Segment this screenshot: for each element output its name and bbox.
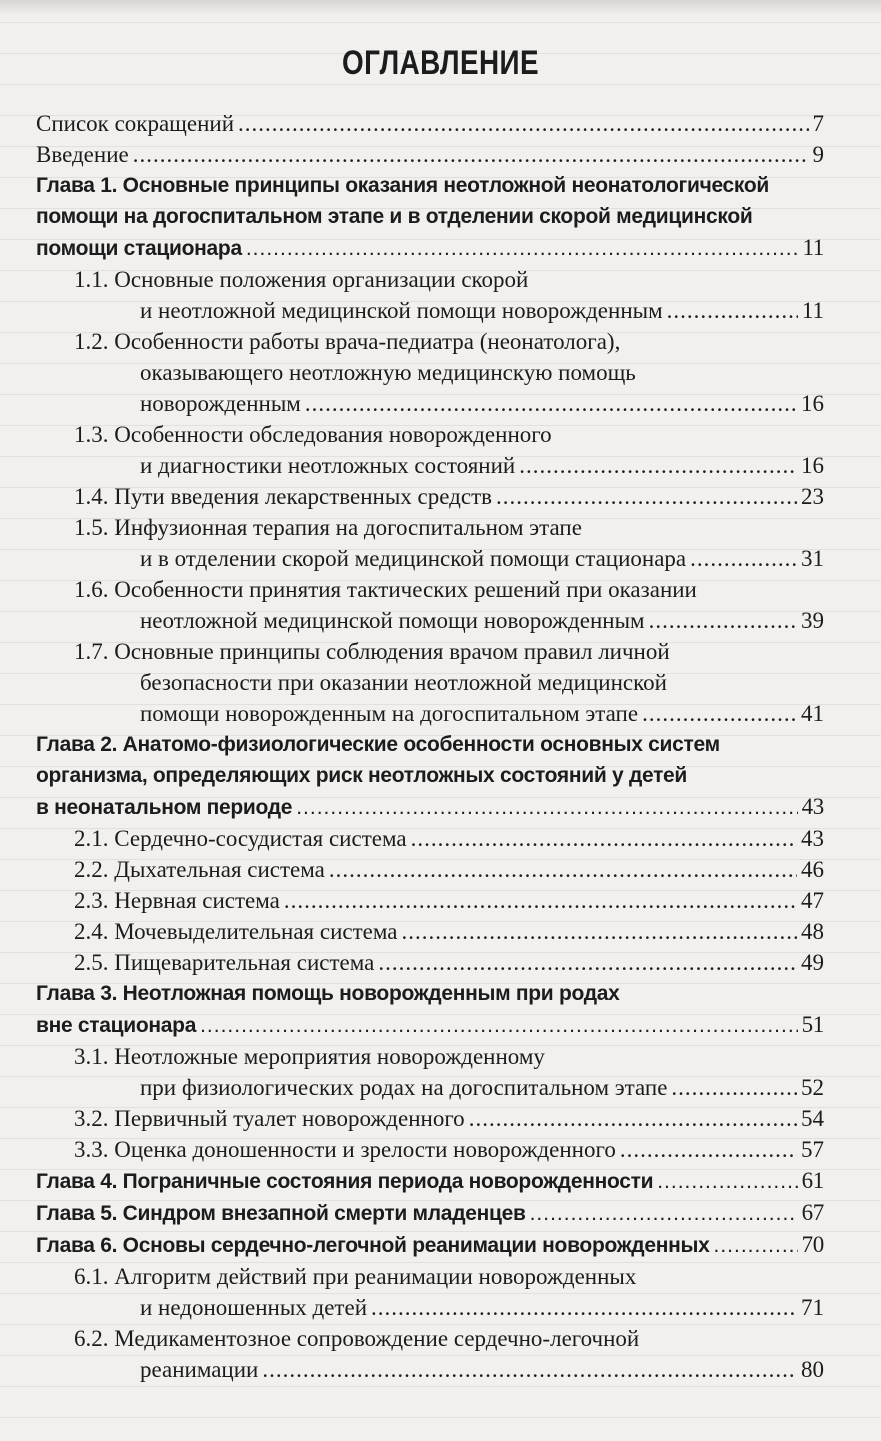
toc-entry-title-line: и в отделении скорой медицинской помощи стационара [140, 546, 687, 571]
dot-leader [620, 1134, 797, 1165]
toc-page-number: 43 [801, 794, 824, 819]
toc-chapter-entry[interactable] [36, 978, 824, 1041]
toc-entry-title-line: и диагностики неотложных состояний [140, 453, 516, 478]
toc-page-number: 39 [801, 608, 824, 633]
dot-leader [649, 605, 797, 636]
toc-page-number: 70 [801, 1232, 824, 1257]
dot-leader [667, 295, 798, 326]
toc-section-entry[interactable] [36, 574, 824, 636]
toc-page-number: 67 [801, 1200, 824, 1225]
toc-entry[interactable] [36, 108, 824, 139]
toc-chapter-entry[interactable] [36, 1165, 824, 1197]
toc-entry-title-line: 1.7. Основные принципы соблюдения врачом правил личной [74, 639, 670, 664]
toc-entry-title-line: 2.2. Дыхательная система [74, 857, 325, 882]
toc-section-entry[interactable] [36, 512, 824, 574]
toc-entry-title-line: при физиологических родах на догоспитальном этапе [140, 1075, 668, 1100]
toc-entry-title-line: Глава 5. Синдром внезапной смерти младенцев [36, 1202, 526, 1225]
table-of-contents [36, 108, 824, 1385]
toc-page-number: 61 [801, 1168, 824, 1193]
page-top-edge [0, 0, 881, 14]
toc-entry-title-line: 1.2. Особенности работы врача-педиатра (неонатолога), [74, 329, 621, 354]
toc-entry-title-line: новорожденным [140, 391, 301, 416]
toc-entry-title-line: помощи на догоспитальном этапе и в отделении скорой медицинской [36, 205, 753, 228]
dot-leader [411, 823, 797, 854]
toc-page-number: 80 [801, 1357, 824, 1382]
dot-leader [284, 885, 797, 916]
dot-leader [671, 1072, 797, 1103]
toc-entry-title-line: 3.1. Неотложные мероприятия новорожденному [74, 1044, 545, 1069]
toc-entry-title-line: помощи стационара [36, 237, 242, 260]
toc-section-entry[interactable] [36, 1041, 824, 1103]
toc-entry-title-line: вне стационара [36, 1014, 197, 1037]
toc-section-entry[interactable] [36, 947, 824, 978]
toc-chapter-entry[interactable] [36, 729, 824, 823]
toc-section-entry[interactable] [36, 1103, 824, 1134]
toc-chapter-entry[interactable] [36, 1197, 824, 1229]
dot-leader [469, 1103, 797, 1134]
dot-leader [329, 854, 797, 885]
toc-section-entry[interactable] [36, 264, 824, 326]
toc-page-number: 11 [802, 235, 824, 260]
toc-entry-title-line: 2.4. Мочевыделительная система [74, 919, 398, 944]
toc-entry-title-line: неотложной медицинской помощи новорожденным [140, 608, 645, 633]
toc-entry-title-line: 3.2. Первичный туалет новорожденного [74, 1106, 465, 1131]
toc-section-entry[interactable] [36, 1323, 824, 1385]
toc-entry-title-line: организма, определяющих риск неотложных состояний у детей [36, 764, 688, 787]
toc-section-entry[interactable] [36, 823, 824, 854]
toc-page-number: 71 [801, 1295, 824, 1320]
dot-leader [238, 108, 808, 139]
dot-leader [296, 792, 797, 823]
toc-entry-title-line: помощи новорожденным на догоспитальном этапе [140, 701, 639, 726]
toc-entry-title-line: 1.4. Пути введения лекарственных средств [74, 484, 492, 509]
toc-entry-title-line: 2.1. Сердечно-сосудистая система [74, 826, 407, 851]
toc-entry-title-line: 2.3. Нервная система [74, 888, 280, 913]
dot-leader [530, 1198, 798, 1229]
toc-page-number: 23 [801, 484, 824, 509]
toc-page-number: 51 [801, 1012, 824, 1037]
toc-section-entry[interactable] [36, 636, 824, 729]
toc-page-number: 16 [801, 453, 824, 478]
toc-section-entry[interactable] [36, 1134, 824, 1165]
dot-leader [690, 543, 797, 574]
dot-leader [496, 481, 797, 512]
toc-section-entry[interactable] [36, 326, 824, 419]
toc-entry-title-line: безопасности при оказании неотложной медицинской [140, 670, 667, 695]
toc-page-number: 57 [801, 1137, 824, 1162]
toc-entry-title-line: 1.6. Особенности принятия тактических решений при оказании [74, 577, 697, 602]
toc-page-number: 43 [801, 826, 824, 851]
toc-entry-title-line: Введение [36, 142, 129, 167]
toc-section-entry[interactable] [36, 1261, 824, 1323]
toc-chapter-entry[interactable] [36, 170, 824, 264]
toc-entry-title-line: Глава 2. Анатомо-физиологические особенности основных систем [36, 733, 720, 756]
toc-page-number: 31 [801, 546, 824, 571]
toc-entry-title-line: Глава 4. Пограничные состояния периода новорожденности [36, 1170, 654, 1193]
toc-page-number: 48 [801, 919, 824, 944]
toc-section-entry[interactable] [36, 481, 824, 512]
dot-leader [200, 1010, 798, 1041]
toc-page-number: 47 [801, 888, 824, 913]
toc-page-number: 49 [801, 950, 824, 975]
toc-page-number: 52 [801, 1075, 824, 1100]
toc-section-entry[interactable] [36, 916, 824, 947]
page-title: ОГЛАВЛЕНИЕ [342, 44, 539, 82]
dot-leader [305, 388, 797, 419]
dot-leader [371, 1292, 797, 1323]
dot-leader [378, 947, 797, 978]
toc-entry-title-line: 6.1. Алгоритм действий при реанимации новорожденных [74, 1264, 637, 1289]
dot-leader [133, 139, 809, 170]
dot-leader [657, 1166, 797, 1197]
toc-entry-title-line: 1.3. Особенности обследования новорожденного [74, 422, 552, 447]
toc-page-number: 7 [812, 111, 824, 136]
toc-entry-title-line: 1.5. Инфузионная терапия на догоспитальном этапе [74, 515, 582, 540]
toc-entry-title-line: и недоношенных детей [140, 1295, 368, 1320]
toc-page-number: 16 [801, 391, 824, 416]
toc-entry-title-line: в неонатальном периоде [36, 796, 293, 819]
toc-entry-title-line: и неотложной медицинской помощи новорожденным [140, 298, 663, 323]
toc-section-entry[interactable] [36, 885, 824, 916]
dot-leader [401, 916, 797, 947]
dot-leader [642, 698, 797, 729]
toc-section-entry[interactable] [36, 854, 824, 885]
dot-leader [519, 450, 797, 481]
toc-entry-title-line: Глава 6. Основы сердечно-легочной реанимации новорожденных [36, 1234, 710, 1257]
toc-page-number: 41 [801, 701, 824, 726]
toc-entry-title-line: реанимации [140, 1357, 259, 1382]
toc-entry-title-line: 2.5. Пищеварительная система [74, 950, 375, 975]
dot-leader [246, 233, 799, 264]
toc-entry-title-line: Список сокращений [36, 111, 235, 136]
toc-entry-title-line: 3.3. Оценка доношенности и зрелости новорожденного [74, 1137, 616, 1162]
toc-page-number: 54 [801, 1106, 824, 1131]
toc-page-number: 9 [812, 142, 824, 167]
toc-entry-title-line: Глава 1. Основные принципы оказания неотложной неонатологической [36, 174, 770, 197]
dot-leader [714, 1230, 798, 1261]
toc-entry-title-line: 6.2. Медикаментозное сопровождение сердечно-легочной [74, 1326, 640, 1351]
toc-page-number: 11 [801, 298, 824, 323]
toc-chapter-entry[interactable] [36, 1229, 824, 1261]
toc-entry-title-line: Глава 3. Неотложная помощь новорожденным при родах [36, 982, 620, 1005]
toc-entry-title-line: оказывающего неотложную медицинскую помощь [140, 360, 636, 385]
toc-entry[interactable] [36, 139, 824, 170]
dot-leader [262, 1354, 797, 1385]
toc-page-number: 46 [801, 857, 824, 882]
toc-entry-title-line: 1.1. Основные положения организации скорой [74, 267, 529, 292]
toc-section-entry[interactable] [36, 419, 824, 481]
